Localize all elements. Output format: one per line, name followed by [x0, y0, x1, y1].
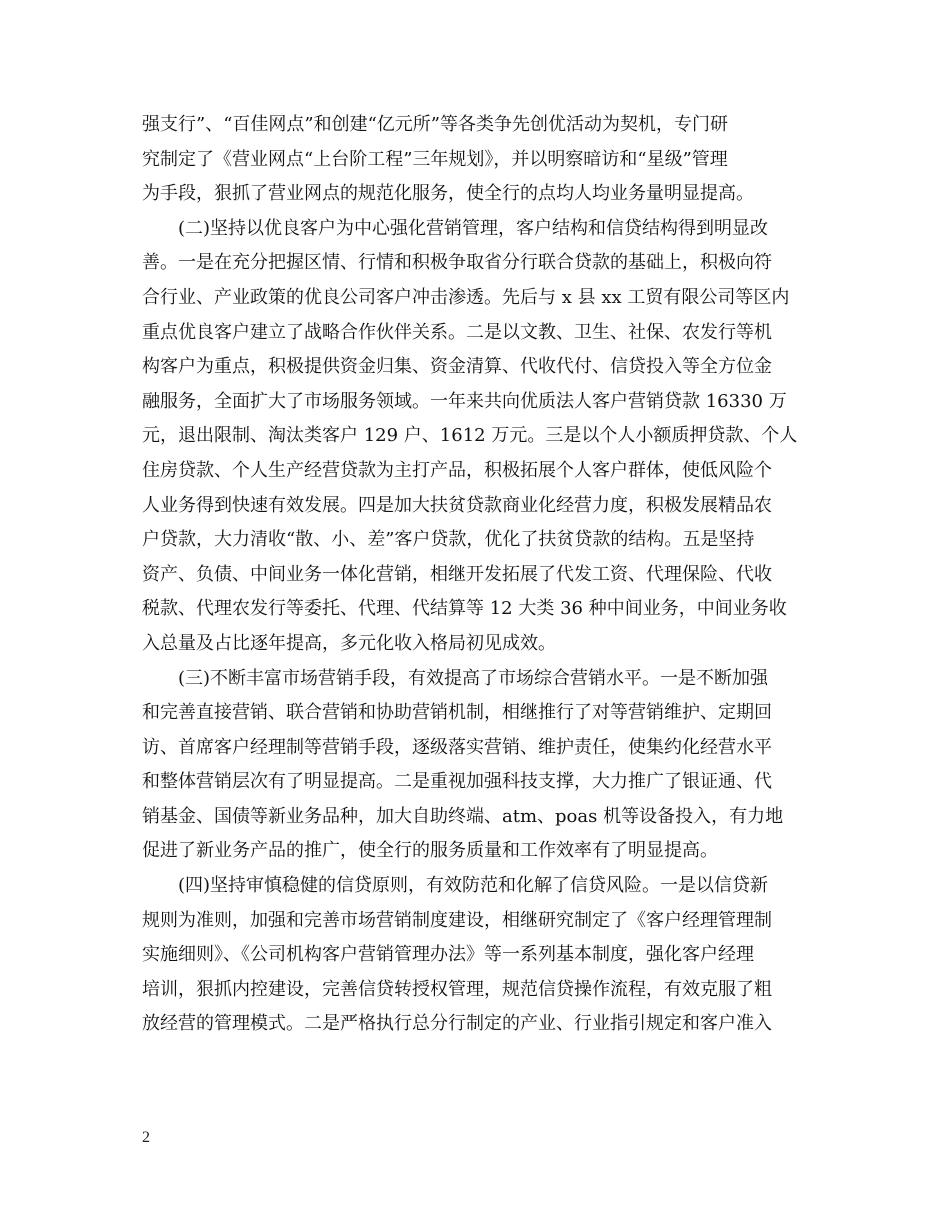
- text-line: 究制定了《营业网点“上台阶工程”三年规划》，并以明察暗访和“星级”管理: [142, 148, 728, 170]
- text-line: 人业务得到快速有效发展。四是加大扶贫贷款商业化经营力度，积极发展精品农: [142, 494, 772, 516]
- text-line: 善。一是在充分把握区情、行情和积极争取省分行联合贷款的基础上，积极向符: [142, 252, 772, 274]
- text-line: 住房贷款、个人生产经营贷款为主打产品，积极拓展个人客户群体，使低风险个: [142, 459, 772, 481]
- text-line: 资产、负债、中间业务一体化营销，相继开发拓展了代发工资、代理保险、代收: [142, 563, 772, 585]
- text-line: 户贷款，大力清收“散、小、差”客户贷款，优化了扶贫贷款的结构。五是坚持: [142, 529, 755, 551]
- text-line: 税款、代理农发行等委托、代理、代结算等 12 大类 36 种中间业务，中间业务收: [142, 598, 787, 620]
- text-line: (三)不断丰富市场营销手段，有效提高了市场综合营销水平。一是不断加强: [142, 667, 769, 689]
- text-line: 元，退出限制、淘汰类客户 129 户、1612 万元。三是以个人小额质押贷款、个人: [142, 425, 798, 447]
- text-line: 和完善直接营销、联合营销和协助营销机制，相继推行了对等营销维护、定期回: [142, 702, 772, 724]
- text-line: 促进了新业务产品的推广，使全行的服务质量和工作效率有了明显提高。: [142, 840, 718, 862]
- text-line: 合行业、产业政策的优良公司客户冲击渗透。先后与 x 县 xx 工贸有限公司等区内: [142, 286, 790, 308]
- body-text: [142, 108, 804, 1042]
- text-line: 放经营的管理模式。二是严格执行总分行制定的产业、行业指引规定和客户准入: [142, 1013, 772, 1035]
- text-line: 入总量及占比逐年提高，多元化收入格局初见成效。: [142, 632, 556, 654]
- text-line: 规则为准则，加强和完善市场营销制度建设，相继研究制定了《客户经理管理制: [142, 909, 772, 931]
- text-line: 销基金、国债等新业务品种，加大自助终端、atm、poas 机等设备投入，有力地: [142, 805, 784, 827]
- text-line: (四)坚持审慎稳健的信贷原则，有效防范和化解了信贷风险。一是以信贷新: [142, 875, 769, 897]
- text-line: 访、首席客户经理制等营销手段，逐级落实营销、维护责任，使集约化经营水平: [142, 736, 772, 758]
- text-line: 重点优良客户建立了战略合作伙伴关系。二是以文教、卫生、社保、农发行等机: [142, 321, 772, 343]
- text-line: 培训，狠抓内控建设，完善信贷转授权管理，规范信贷操作流程，有效克服了粗: [142, 978, 772, 1000]
- text-line: 融服务，全面扩大了市场服务领域。一年来共向优质法人客户营销贷款 16330 万: [142, 390, 787, 412]
- page-number: 2: [142, 1129, 150, 1146]
- text-line: 强支行”、“百佳网点”和创建“亿元所”等各类争先创优活动为契机，专门研: [142, 114, 729, 135]
- text-line: 为手段，狠抓了营业网点的规范化服务，使全行的点均人均业务量明显提高。: [142, 183, 754, 205]
- text-line: 实施细则》、《公司机构客户营销管理办法》等一系列基本制度，强化客户经理: [142, 944, 754, 966]
- text-line: 构客户为重点，积极提供资金归集、资金清算、代收代付、信贷投入等全方位金: [142, 356, 772, 378]
- text-line: 和整体营销层次有了明显提高。二是重视加强科技支撑，大力推广了银证通、代: [142, 771, 772, 793]
- text-line: (二)坚持以优良客户为中心强化营销管理，客户结构和信贷结构得到明显改: [142, 217, 769, 239]
